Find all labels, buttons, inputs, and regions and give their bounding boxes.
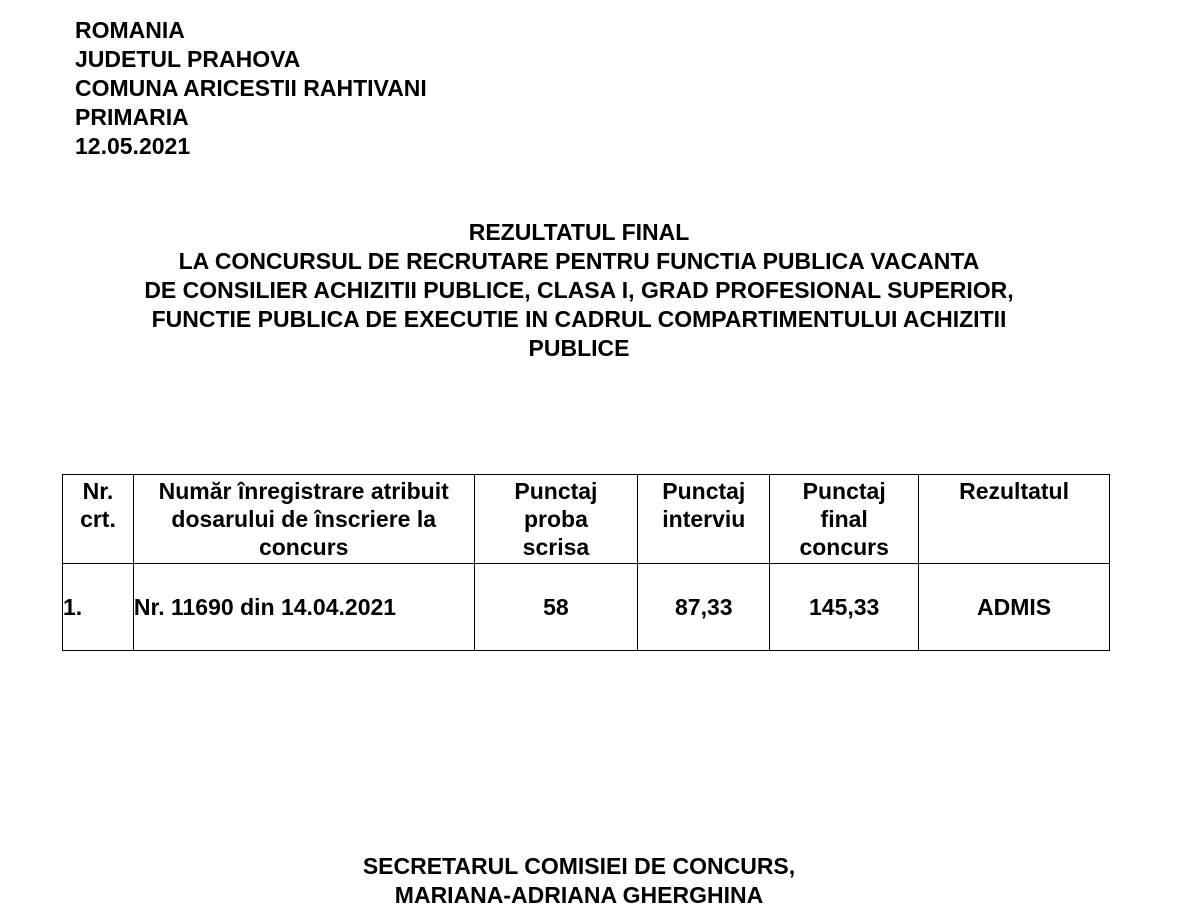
table-header-row	[63, 475, 1110, 564]
cell-numar: Nr. 11690 din 14.04.2021	[133, 564, 474, 651]
header-date: 12.05.2021	[75, 133, 191, 159]
cell-final: 145,33	[770, 564, 919, 651]
cell-nr: 1.	[63, 564, 134, 651]
header-punctaj-proba-scrisa: Punctaj proba scrisa	[474, 475, 638, 564]
header-numar-inregistrare: Număr înregistrare atribuit dosarului de înscriere la concurs	[133, 475, 474, 564]
cell-interviu: 87,33	[638, 564, 770, 651]
title-line-4: FUNCTIE PUBLICA DE EXECUTIE IN CADRUL COMPARTIMENTULUI ACHIZITII	[151, 306, 1007, 332]
title-line-3: DE CONSILIER ACHIZITII PUBLICE, CLASA I, GRAD PROFESIONAL SUPERIOR,	[144, 277, 1014, 303]
signature-role: SECRETARUL COMISIEI DE CONCURS,	[362, 853, 796, 879]
signature-name: MARIANA-ADRIANA GHERGHINA	[394, 882, 764, 908]
signature-block	[0, 852, 1158, 910]
title-line-1: REZULTATUL FINAL	[468, 219, 690, 245]
cell-rezultat: ADMIS	[919, 564, 1110, 651]
header-commune: COMUNA ARICESTII RAHTIVANI	[75, 75, 427, 101]
header-punctaj-final: Punctaj final concurs	[770, 475, 919, 564]
table-row	[63, 564, 1110, 651]
results-table	[62, 474, 1110, 651]
header-institution: PRIMARIA	[75, 104, 189, 130]
header-nr-crt: Nr. crt.	[63, 475, 134, 564]
cell-scris: 58	[474, 564, 638, 651]
document-header	[75, 16, 427, 161]
header-county: JUDETUL PRAHOVA	[75, 46, 301, 72]
title-line-5: PUBLICE	[528, 335, 630, 361]
header-country: ROMANIA	[75, 17, 185, 43]
title-line-2: LA CONCURSUL DE RECRUTARE PENTRU FUNCTIA PUBLICA VACANTA	[178, 248, 980, 274]
header-punctaj-interviu: Punctaj interviu	[638, 475, 770, 564]
header-rezultatul: Rezultatul	[919, 475, 1110, 564]
document-title	[0, 218, 1158, 363]
